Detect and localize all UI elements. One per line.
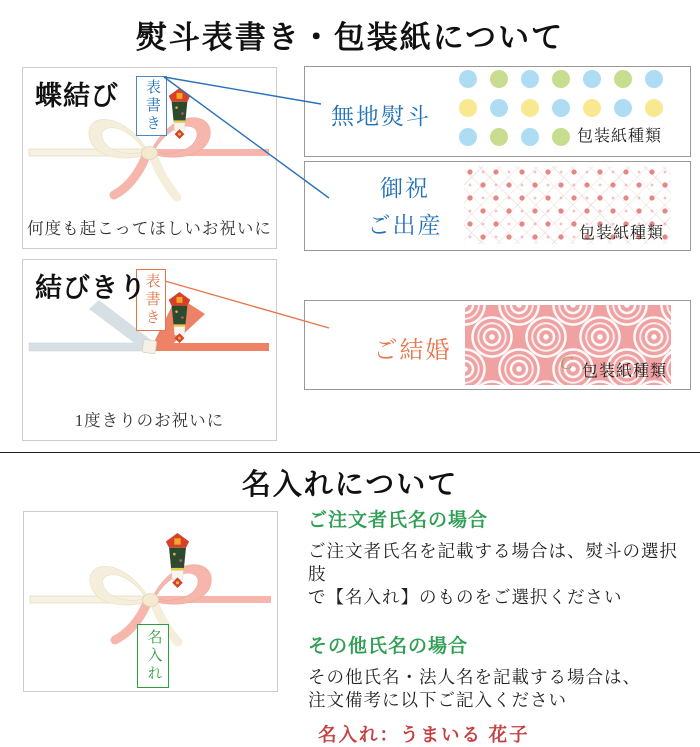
dot-green [490, 128, 508, 146]
naire-example-text: 名入れ：うまいる 花子 [318, 726, 530, 746]
dot-blue [490, 99, 508, 117]
noshi-type-label: 結びきり [35, 273, 147, 303]
noshi-type-label: 蝶結び [35, 81, 119, 111]
dot-blue [521, 128, 539, 146]
naire-heading-orderer: ご注文者氏名の場合 [308, 510, 489, 531]
wrap-option-label-line1: 御祝 [380, 176, 430, 201]
paper-type-label: 包装紙種類 [581, 363, 667, 380]
dot-blue [521, 70, 539, 88]
omotegaki-tag: 表書き [136, 76, 167, 136]
dot-yellow [521, 99, 539, 117]
naire-instructions [308, 505, 693, 747]
dot-blue [645, 70, 663, 88]
dot-green [614, 70, 632, 88]
dot-blue [459, 128, 477, 146]
wrap-option-label: ご結婚 [373, 338, 452, 364]
wrap-option-oiwai-goshussan [304, 161, 691, 251]
dot-yellow [583, 99, 601, 117]
naire-sample-image [23, 511, 278, 692]
naire-section-title: 名入れについて [241, 469, 459, 501]
dot-yellow [645, 99, 663, 117]
noshi-sample-chou-musubi [22, 67, 277, 249]
paper-type-label: 包装紙種類 [576, 128, 662, 145]
dot-green [552, 128, 570, 146]
noshi-caption: 1度きりのお祝いに [74, 411, 225, 430]
dot-blue [459, 70, 477, 88]
section-divider [0, 452, 700, 453]
wrap-option-label [335, 170, 475, 244]
monogram-mark: C [560, 353, 573, 374]
naire-body-line: その他氏名・法人名を記載する場合は、 [308, 667, 641, 687]
wrap-option-label-line2: ご出産 [367, 213, 443, 238]
naire-tag: 名入れ [137, 624, 169, 688]
noshi-sample-musubikiri [22, 259, 277, 441]
paper-type-label: 包装紙種類 [578, 225, 664, 242]
omotegaki-tag: 表書き [136, 269, 166, 331]
naire-body-line: 注文備考に以下ご記入ください [308, 690, 567, 710]
dot-green [490, 70, 508, 88]
dot-blue [614, 99, 632, 117]
page-title: 熨斗表書き・包装紙について [135, 20, 565, 55]
wrap-option-muji-noshi [304, 66, 691, 157]
dot-green [552, 70, 570, 88]
noshi-ornament-icon [168, 88, 191, 139]
naire-body-line: ご注文者氏名を記載する場合は、熨斗の選択肢 [308, 541, 678, 584]
naire-body-line: で【名入れ】のものをご選択ください [308, 587, 623, 607]
noshi-ornament-icon [168, 292, 191, 343]
dot-blue [552, 99, 570, 117]
noshi-caption: 何度も起こってほしいお祝いに [27, 219, 272, 238]
wrap-option-label: 無地熨斗 [331, 104, 431, 129]
noshi-ornament-icon [165, 533, 190, 588]
wrap-option-gokekkon [304, 300, 691, 390]
dot-yellow [459, 99, 477, 117]
dot-blue [583, 70, 601, 88]
naire-heading-other: その他氏名の場合 [308, 636, 469, 657]
